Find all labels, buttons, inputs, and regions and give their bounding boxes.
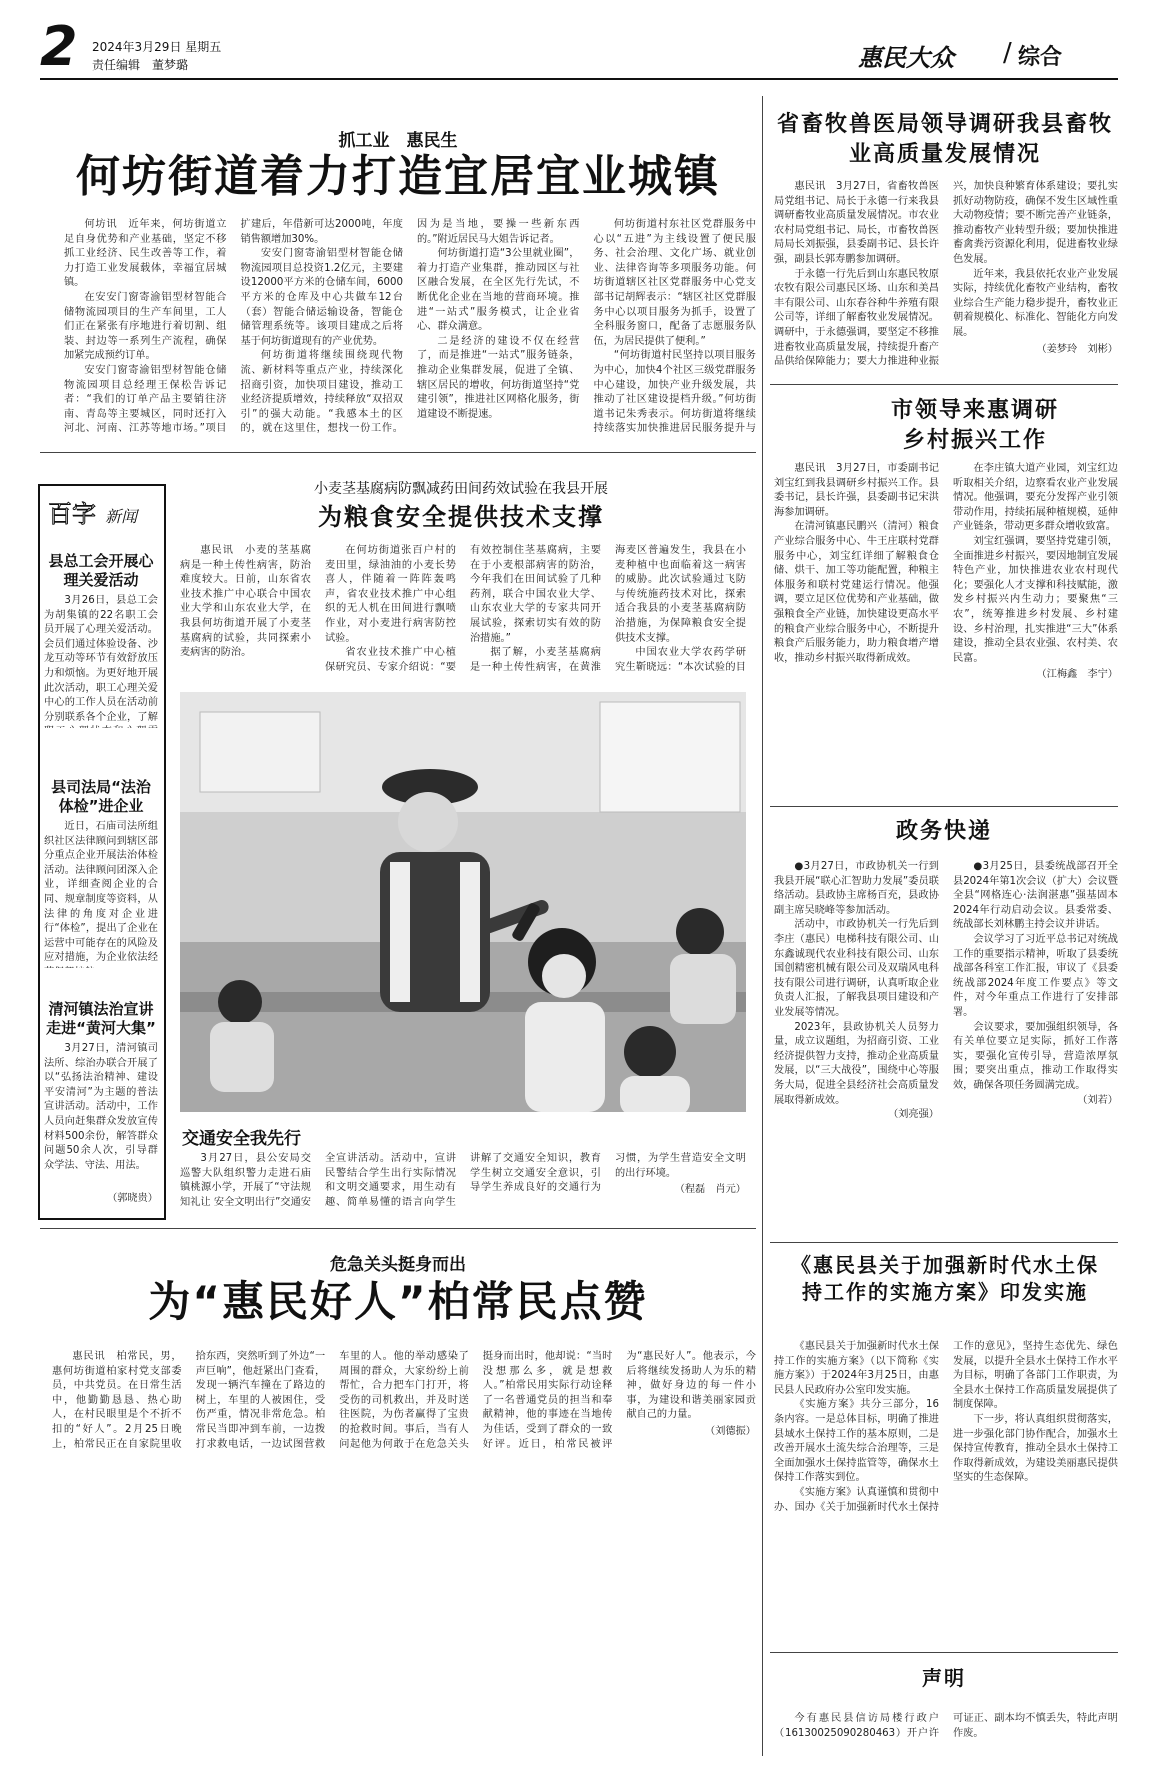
short-news-paragraph: 3月26日，县总工会为胡集镇的22名职工会员开展了心理关爱活动。会员们通过体验设备、沙龙互动等环节有效舒放压力和烦恼。为更好地开展此次活动，职工心理关爱中心的工作人员在活动前分别联系各个企业，了解 xyxy=(44,595,158,723)
rural-paragraph: 刘宝红强调，要坚持党建引领，全面推进乡村振兴，要因地制宜发展特色产业，加快推进农业农村现代化；要强化人才支撑和科技赋能，激发乡村振兴内生动力；要聚焦“三农”，统筹推进乡村发展、乡村建设、乡村治理，扎实推进“三大”体系建设，推动全县农业强、农村美、农民富。 xyxy=(953,535,1118,664)
lead-paragraph: 在安安门窗寄渝铝型材智能合储物流园项目的生产车间里，工人们正在紧张有序地进行着切割、组装、封边等一系列生产流程，确保加紧完成预约订单。 xyxy=(64,291,227,362)
header-rule xyxy=(40,78,1118,80)
good-person-headline: 为“惠民好人”柏常民点赞 xyxy=(148,1277,648,1326)
brief-byline: （刘亮强） xyxy=(888,1109,939,1121)
livestock-headline: 省畜牧兽医局领导调研我县畜牧业高质量发展情况 xyxy=(776,112,1113,167)
livestock-body xyxy=(774,180,1118,376)
traffic-photo-illustration xyxy=(180,692,746,1112)
traffic-paragraph: 3月27日，县公安局交巡警大队组织警力走进石庙镇桃源小学，开展了“守法规知礼让 安全文明出行”交通安全宣讲活动。活动中，宣讲民警结合学生出行实际情况和文明交通要求，用生动有趣、简单易懂的语言向学生讲解了交通安全知识，教育学生树立交通安全意识，引导学生养成良好的交通行为习惯，为学生营造安全文明的出行环境。 xyxy=(180,1153,746,1208)
short-news-headline: 县总工会开展心理关爱活动 xyxy=(48,552,154,589)
rural-rule xyxy=(770,806,1118,807)
short-news-paragraph: 3月27日，清河镇司法所、综治办联合开展了以“弘扬法治精神、建设平安清河”为主题的普法宣讲活动。活动中，工作人员向赶集群众发放宣传材料500余份，解答群众问题50余人次，引导群众学法、守法、用法。 xyxy=(44,1043,158,1171)
short-news-logo-char: 字 xyxy=(72,500,96,528)
mid-bottom-rule xyxy=(40,1228,756,1229)
traffic-byline: （程磊 肖元） xyxy=(674,1184,746,1196)
short-news-logo xyxy=(48,494,152,538)
notice-title: 声明 xyxy=(922,1666,966,1690)
lead-paragraph: 何坊讯 近年来，何坊街道立足自身优势和产业基础，坚定不移抓工业经济、民生改善等工作，着力打造工业发展载体，幸福宜居城镇。 xyxy=(64,219,227,289)
brief-paragraph: 会议学习了习近平总书记对统战工作的重要指示精神，听取了县委统战部各科室工作汇报，审议了《县委统战部2024年度工作要点》等文件，对今年重点工作进行了安排部署。 xyxy=(953,933,1118,1018)
paper-name: 惠民大众 xyxy=(858,43,954,72)
wheat-paragraph: 惠民讯 小麦的茎基腐病是一种土传性病害，防治难度较大。日前，山东省农业技术推广中心联合中国农业大学和山东农业大学，在我县何坊街道开展了小麦茎基腐病的试验，共同探索小麦病害的防治。 xyxy=(180,545,311,659)
wheat-paragraph: 中国农业大学农药学研究生靳晓远：“本次试验的目 xyxy=(615,647,746,673)
short-news-logo-char: 百 xyxy=(48,500,72,528)
rural-paragraph: 惠民讯 3月27日，市委副书记刘宝红到我县调研乡村振兴工作。县委书记，县长许强，县委副书记宋洪海参加调研。 xyxy=(774,463,939,518)
lead-paragraph: 何坊街道打造“3公里就业圈”，着力打造产业集群，推动园区与社区融合发展，在全区先行先试，不断优化企业在当地的营商环境。推进“一站式”服务模式，让企业省心、群众满意。 xyxy=(417,248,580,333)
soil-paragraph: 《实施方案》共分三部分，16条内容。一是总体目标，明确了推进县域水土保持工作的基本原则，二是改善开展水土流失综合治理等，三是全面加强水土保持监管等，确保水土保持工作落实到位。 xyxy=(774,1399,939,1484)
editor-credit: 责任编辑 董梦璐 xyxy=(92,58,189,72)
notice-text: 今有惠民县信访局楼行政户（16130025090280463）开户许可证正、副本均不慎丢失，特此声明作废。 xyxy=(774,1713,1118,1739)
short-news-text xyxy=(44,1042,158,1192)
short-news-text xyxy=(44,820,158,968)
wheat-paragraph: 据了解，小麦茎基腐病是一种土传性病害，在黄淮海麦区普遍发生，我县在小麦种植中也面临着这一病害的威胁。此次试验通过飞防与传统施药技术对比，探索适合我县的小麦茎基腐病防治措施，为保障粮食安全提供技术支撑。 xyxy=(470,545,746,673)
rural-headline: 市领导来惠调研乡村振兴工作 xyxy=(890,398,1059,453)
wheat-paragraph: 在何坊街道张百户村的麦田里，绿油油的小麦长势喜人，伴随着一阵阵轰鸣声，省农业技术推广中心组织的无人机在田间进行飘喷作业，对小麦进行病害防控试验。 xyxy=(325,545,456,644)
good-person-kicker: 危急关头挺身而出 xyxy=(330,1255,466,1275)
issue-date: 2024年3月29日 星期五 xyxy=(92,40,222,54)
lead-paragraph: 二是经济的建设不仅在经营了，而是推进“一站式”服务链条，推动企业集群发展，促进了全镇、辖区居民的增收，何坊街道坚持“党建引领”，推进社区网格化服务，街道建设不断提速。 xyxy=(417,335,580,420)
brief-byline: （刘若） xyxy=(1077,1094,1118,1106)
soil-body xyxy=(774,1340,1118,1644)
livestock-paragraph: 近年来，我县依托农业产业发展实际，持续优化畜牧产业结构，畜牧业综合生产能力稳步提升，畜牧业正朝着规模化、标准化、智能化方向发展。 xyxy=(953,268,1118,338)
lead-paragraph: 安安门窗寄渝铝型材智能仓储物流园项目总投资1.2亿元，主要建设12000平方米的仓储车间，6000平方米的仓库及中心共做车12台（套）智能合储运输设备，智能仓储管理系统等。该项目建成之后将基于何坊街道现有的产业优势。 xyxy=(240,248,403,347)
column-divider xyxy=(762,96,763,1756)
section-divider: / xyxy=(1003,38,1012,68)
notice-body xyxy=(774,1712,1118,1758)
rural-body xyxy=(774,462,1118,798)
rural-paragraph: 在清河镇惠民鹏兴（清河）粮食产业综合服务中心、牛王庄联村党群服务中心，刘宝红详细了解粮食仓储、烘干、加工等功能配置，种粮主体服务和联村党建运行情况。他强调，要立足区位优势和产业基础，做强粮食全产业链，加快建设更高水平的粮食产业综合服务中心，不断提升粮食产后服务能力，助力粮食增产增收，推动乡村振兴取得新成效。 xyxy=(774,521,939,664)
short-news-item xyxy=(44,552,158,728)
lead-bottom-rule xyxy=(40,452,756,453)
livestock-byline: （姜梦玲 刘彬） xyxy=(1036,343,1118,355)
wheat-headline: 为粮食安全提供技术支撑 xyxy=(318,503,604,531)
brief-paragraph: 2023年，县政协机关人员努力量，成立议题组，为招商引资、工业经济提供智力支持，推动企业高质量发展，以“三大战役”，围绕中心等服务大局，促进全县经济社会高质量发展取得新成效。 xyxy=(774,1021,939,1106)
traffic-photo xyxy=(180,692,746,1112)
lead-paragraph: 安安门窗寄渝铝型材智能仓储物流园项目总经理王保松告诉记者：“我们的订单产品主要销往济南、青岛等主要城区，同时还打入河北、河南、江苏等地市场。”项目扩建后，年借新可达2000吨，年度销售额增加30%。 xyxy=(64,219,403,435)
page-number: 2 xyxy=(40,15,78,78)
good-person-byline: （刘德振） xyxy=(705,1425,756,1437)
rural-paragraph: 在李庄镇大道产业园，刘宝红边听取相关介绍，边察看农业产业发展情况。他强调，要充分发挥产业引领带动作用，持续拓展种植规模，延伸产业链条，带动更多群众增收致富。 xyxy=(953,463,1118,533)
short-news-item xyxy=(44,778,158,968)
brief-paragraph: 活动中，市政协机关一行先后到李庄（惠民）电梯科技有限公司、山东鑫诚现代农业科技有限公司、山东国创精密机械有限公司及双瑞风电科技有限公司进行调研，认真听取企业负责人汇报，了解我县项目建设和产业发展等情况。 xyxy=(774,919,939,1018)
short-news-headline: 县司法局“法治体检”进企业 xyxy=(51,778,151,815)
livestock-paragraph: 惠民讯 3月27日，省畜牧兽医局党组书记、局长于永德一行来我县调研畜牧业高质量发展情况。市农业农村局党组书记、局长，市畜牧兽医局局长刘振强，县委副书记、县长许强，副县长郭寿鹏参加调研。 xyxy=(774,181,939,265)
lead-paragraph: 何坊街道村东社区党群服务中心以“五进”为主线设置了便民服务、社会治理、文化广场、就业创业、法律咨询等多项服务功能。何坊街道辖区社区党群服务中心党支部书记胡辉表示：“辖区社区党群服务中心以项目服务为抓手，设置了全科服务窗口，配备了志愿服务队伍，为居民提供了便利。” xyxy=(593,219,756,347)
lead-headline: 何坊街道着力打造宜居宜业城镇 xyxy=(76,151,720,202)
briefs-title: 政务快递 xyxy=(895,819,992,844)
good-person-paragraph: 惠民讯 柏常民，男，惠何坊街道柏家村党支部委员，中共党员。在日常生活中，他勤勤恳恳、热心助人，在村民眼里是个不折不扣的“好人”。2月25日晚上，柏常民正在自家院里收拾东西，突然听到了外边“一声巨响”，他赶紧出门查看，发现一辆汽车撞在了路边的树上，车里的人被困住，受伤严重，情况非常危急。柏常民当即冲到车前，一边拨打求救电话，一边试图营救车里的人。他的举动感染了周围的群众，大家纷纷上前帮忙，合力把车门打开，将受伤的司机救出，并及时送往医院，为伤者赢得了宝贵的抢救时间。事后，当有人问起他为何敢于在危急关头挺身而出时，他却说：“当时没想那么多，就是想救人。”柏常民用实际行动诠释了一名普通党员的担当和奉献精神，他的事迹在当地传为佳话，受到了群众的一致好评。近日，柏常民被评为“惠民好人”。他表示，今后将继续发扬助人为乐的精神，做好身边的每一件小事，为建设和谐美丽家园贡献自己的力量。 xyxy=(52,1351,756,1450)
rural-byline: （江梅鑫 李宁） xyxy=(1036,669,1118,681)
brief-paragraph: ●3月27日，市政协机关一行到我县开展“联心汇智助力发展”委员联络活动。县政协主席杨百充，县政协副主席吴晓峰等参加活动。 xyxy=(774,861,939,916)
soil-paragraph: 《实施方案》认真谨慎和贯彻中办、国办《关于加强新时代水土保持工作的意见》，坚持生态优先、绿色发展，以提升全县水土保持工作水平为目标，明确了各部门工作职责，为全县水土保持工作高质量发展提供了制度保障。 xyxy=(774,1341,1118,1513)
soil-rule xyxy=(770,1652,1118,1653)
section-name: 综合 xyxy=(1018,45,1063,70)
brief-paragraph: ●3月25日，县委统战部召开全县2024年第1次会议（扩大）会议暨全县“网格连心·法润湛惠”强基固本2024年行动启动会议。县委常委、统战部长刘林鹏主持会议并讲话。 xyxy=(953,861,1118,931)
lead-paragraph: “何坊街道村民坚持以项目服务为中心，加快4个社区三级党群服务中心建设，加快产业升级发展，共推动了社区建设提档升级。”何坊街道书记朱秀表示。何坊街道将继续持续落实加快推进居民服务提升与 xyxy=(593,350,756,435)
lead-kicker: 抓工业 惠民生 xyxy=(338,131,458,151)
soil-paragraph: 下一步，将认真组织贯彻落实，进一步强化部门协作配合，加强水土保持宣传教育，推动全县水土保持工作取得新成效，为建设美丽惠民提供坚实的生态保障。 xyxy=(953,1413,1118,1484)
good-person-body xyxy=(52,1350,756,1756)
wheat-kicker: 小麦茎基腐病防飘减药田间药效试验在我县开展 xyxy=(314,481,608,497)
lead-paragraph: 何坊街道将继续围绕现代物流、新材料等重点产业，持续深化招商引资，加快项目建设，推动工业经济提质增效，持续释放“双招双引”的强大动能。“我感本土的区的，就在这里住，想找一份工作。因为是当地，要操一些新东西的。”附近居民马大姐告诉记者。 xyxy=(240,219,580,435)
traffic-title: 交通安全我先行 xyxy=(182,1129,301,1149)
livestock-rule xyxy=(770,384,1118,385)
short-news-headline: 清河镇法治宣讲走进“黄河大集” xyxy=(46,1000,156,1037)
livestock-paragraph: 于永德一行先后到山东惠民牧原农牧有限公司惠民区场、山东和美昌丰有限公司、山东春谷种牛养殖有限公司等，详细了解畜牧业发展情况。调研中，于永德强调，要坚定不移推进畜牧业高质量发展，持续提升畜产品供给保障能力；要大力推进种业振兴，加快良种繁育体系建设；要扎实抓好动物防疫，确保不发生区域性重大动物疫情；要不断完善产业链条，推动畜牧产业转型升级；要加快推进畜禽粪污资源化利用，促进畜牧业绿色发展。 xyxy=(774,181,1118,368)
brief-paragraph: 会议要求，要加强组织领导，各有关单位要立足实际，抓好工作落实，要强化宣传引导，营造浓厚氛围；要突出重点，推动工作取得实效，确保各项任务圆满完成。 xyxy=(953,1021,1118,1091)
soil-headline: 《惠民县关于加强新时代水土保持工作的实施方案》印发实施 xyxy=(791,1253,1099,1304)
wheat-body xyxy=(180,544,746,680)
soil-paragraph: 《惠民县关于加强新时代水土保持工作的实施方案》（以下简称《实施方案》）于2024年3月25日，由惠民县人民政府办公室印发实施。 xyxy=(774,1341,939,1396)
briefs-body xyxy=(774,860,1118,1234)
wheat-paragraph: 省农业技术推广中心植保研究员、专家介绍说：“要有效控制住茎基腐病，主要在于小麦根部病害的防治，今年我们在田间试验了几种药剂，联合中国农业大学、山东农业大学的专家共同开展试验，探索切实有效的防治措施。” xyxy=(325,545,601,673)
briefs-rule xyxy=(770,1242,1118,1243)
short-news-item xyxy=(44,1000,158,1207)
short-news-text xyxy=(44,594,158,728)
short-news-byline: （郭晓贵） xyxy=(107,1193,158,1204)
short-news-logo-word: 新闻 xyxy=(105,507,138,526)
lead-body xyxy=(64,218,756,444)
short-news-paragraph: 近日，石庙司法所组织社区法律顾问到辖区部分重点企业开展法治体检活动。法律顾问团深入企业，详细查阅企业的合同、规章制度等资料，从法律的角度对企业进行“体检”，提出了企业在运营中可能存在的风险及应对措施，为企业依法经 xyxy=(44,821,158,964)
traffic-body xyxy=(180,1152,746,1222)
